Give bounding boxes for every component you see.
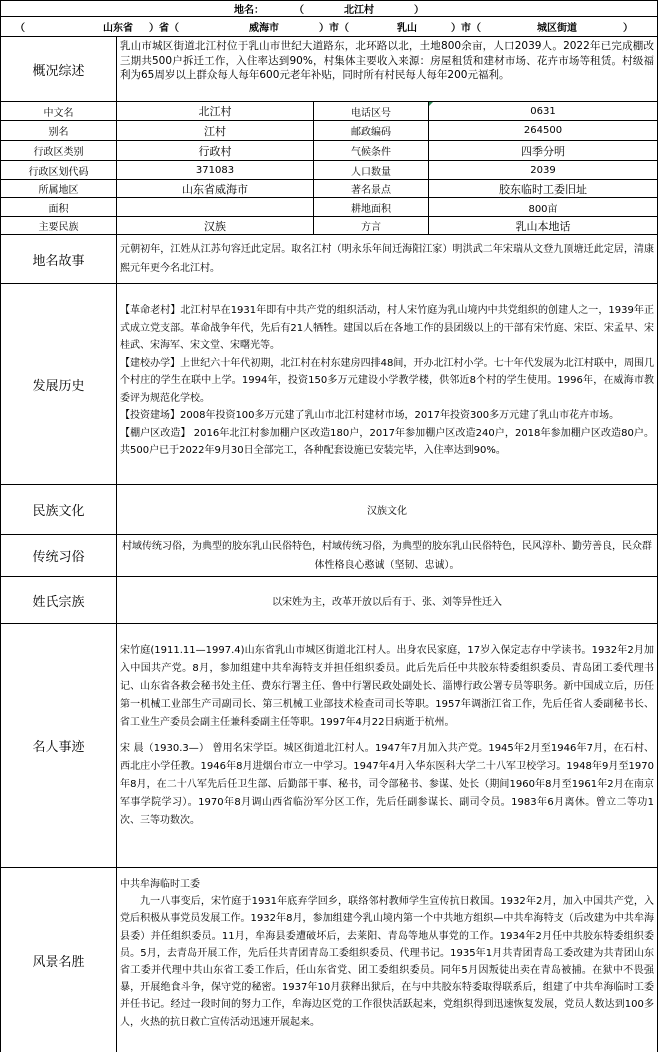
info-label: 别名 (1, 121, 117, 140)
ethnic-label: 民族文化 (1, 485, 117, 534)
village-name: 北江村 (344, 5, 374, 16)
info-value (117, 198, 314, 216)
history-label: 发展历史 (1, 284, 117, 484)
clan-text: 以宋姓为主，改革开放以后有于、张、刘等异性迁入 (272, 596, 502, 608)
info-label: 面积 (1, 198, 117, 216)
info-row (0, 161, 658, 180)
ethnic-row (0, 485, 658, 535)
city-suffix: ）市（ (319, 23, 349, 34)
county-value: 乳山 (397, 23, 417, 34)
scenery-paragraph: 九一八事变后，宋竹庭于1931年底弃学回乡，联络邻村教师学生宣传抗日救国。1932年2月，加入中国共产党，入党后积极从事党员发展工作。1932年8月，参加组建今乳山境内第一个中共地方组织—中共牟海特支（后改建为中共牟海县委）并任组织委员。11月，牟海县委遭破坏后，去莱阳、青岛等地从事党的工作。1934年2月任中共胶东特委组织委员。5月，去青岛开展工作，先后任共青团青岛工委组织委员、代理书记。1935年1月共青团青岛工委改建为共青团山东省工委并代理中共山东省工委工作后，任山东省党、团工委组织委员。同年5月因叛徒出卖在青岛被捕。在狱中不畏强暴，开展绝食斗争，保守党的秘密。1937年10月获释出狱后，在与中共胶东特委取得联系后，组建了中共牟海临时工委并任书记。经过一段时间的努力工作，牟海边区党的工作很快活跃起来，党组织得到迅速恢复发展，党员人数达到100多人，火热的抗日救亡宣传活动迅速开展起来。 (120, 896, 654, 1028)
close-paren: ） (414, 5, 424, 16)
province-suffix: ）省（ (149, 23, 179, 34)
info-label-2: 著名景点 (314, 180, 429, 197)
info-label-2: 方言 (314, 217, 429, 234)
county-suffix: ）市（ (451, 23, 481, 34)
story-label: 地名故事 (1, 235, 117, 283)
info-label: 行政区划代码 (1, 161, 117, 179)
people-row (0, 624, 658, 868)
info-label-2: 电话区号 (314, 102, 429, 120)
customs-row (0, 535, 658, 577)
info-value-2: 乳山本地话 (515, 219, 571, 233)
info-value: 北江村 (117, 102, 314, 120)
info-row (0, 141, 658, 161)
people-text (117, 624, 657, 867)
info-value: 江村 (117, 121, 314, 140)
addr-open-paren: （ (15, 23, 25, 34)
scenery-title: 中共牟海临时工委 (120, 879, 200, 890)
people-label: 名人事迹 (1, 624, 117, 867)
info-value-2: 2039 (530, 164, 556, 176)
info-value-2: 0631 (530, 105, 556, 117)
info-row (0, 217, 658, 235)
history-paragraph: 【革命老村】北江村早在1931年即有中共产党的组织活动，村人宋竹庭为乳山境内中共党组织的创建人之一，1939年正式成立党支部。革命战争年代，先后有21人牺牲。建国以后在各地工作的县团级以上的干部有宋竹庭、宋臣、宋孟早、宋桂武、宋海军、宋文堂、宋曙光等。 (120, 305, 654, 351)
info-label: 中文名 (1, 102, 117, 120)
info-value: 汉族 (117, 217, 314, 234)
ethnic-text: 汉族文化 (367, 506, 407, 517)
street-suffix: ） (623, 23, 633, 34)
info-value-2: 800亩 (528, 203, 558, 215)
clan-label: 姓氏宗族 (1, 577, 117, 623)
overview-label: 概况综述 (1, 37, 117, 101)
history-text (117, 284, 657, 484)
story-row (0, 235, 658, 284)
customs-label: 传统习俗 (1, 535, 117, 576)
people-paragraph: 宋 晨（1930.3—） 曾用名宋学臣。城区街道北江村人。1947年7月加入共产党。1945年2月至1946年7月，在石村、西北庄小学任教。1946年8月进烟台市立一中学习。1947年4月入华东医科大学二十八军卫校学习。1948年9月至1970年8月，在二十八军先后任卫生部、后勤部干事、秘书，司令部秘书、参谋、处长（期间1960年8月至1961年2月在南京军事学院学习）。1970年8月调山西省临汾军分区工作，先后任副参谋长、副司令员。1983年6月离休。曾立二等功1次、三等功数次。 (120, 743, 654, 826)
overview-text: 乳山市城区街道北江村位于乳山市世纪大道路东，北环路以北，土地800余亩，人口2039人。2022年已完成棚改三期共500户拆迁工作，入住率达到90%，村集体主要收入来源：房屋租赁和建材市场、花卉市场等租赁。村级福利为65周岁以上群众每人每年600元老年补贴，同时所有村民每人每年200元福利。 (120, 40, 654, 82)
story-text: 元朝初年，江姓从江苏句容迁此定居。取名江村（明永乐年间迁海阳江家）明洪武二年宋瑞从文登九顶塘迁此定居，清康熙元年更今名北江村。 (120, 244, 654, 274)
customs-text: 村域传统习俗，为典型的胶东乳山民俗特色，村域传统习俗，为典型的胶东乳山民俗特色，民风淳朴、勤劳善良，民众群体性格良心憨诚（坚韧、忠诚）。 (122, 540, 652, 571)
info-label: 所属地区 (1, 180, 117, 197)
info-value-2: 264500 (523, 125, 563, 136)
overview-row (0, 37, 658, 102)
info-label-2: 邮政编码 (314, 121, 429, 140)
info-row (0, 102, 658, 121)
cell-marker (429, 102, 433, 106)
info-label: 行政区类别 (1, 141, 117, 160)
info-label-2: 人口数量 (314, 161, 429, 179)
address-cell (1, 17, 657, 36)
info-value: 山东省威海市 (117, 180, 314, 197)
city-value: 威海市 (249, 23, 279, 34)
history-paragraph: 【建校办学】上世纪六十年代初期，北江村在村东建房四排48间，开办北江村小学。七十年代发展为北江村联中，周围几个村庄的学生在联中上学。1994年，投资150多万元建设小学教学楼，供邻近8个村的学生使用。1996年，在威海市教委评为规范化学校。 (120, 357, 654, 404)
open-paren: （ (294, 5, 304, 16)
clan-row (0, 577, 658, 624)
scenery-row (0, 868, 658, 1052)
info-value: 371083 (117, 161, 314, 179)
info-row (0, 198, 658, 217)
title-row (0, 0, 658, 17)
info-label: 主要民族 (1, 217, 117, 234)
name-label: 地名： (234, 5, 264, 16)
people-paragraph: 宋竹庭(1911.11—1997.4)山东省乳山市城区街道北江村人。出身农民家庭，17岁入保定志存中学读书。1932年2月加入中国共产党。8月，参加组建中共牟海特支并担任组织委员。此后先后任中共胶东特委组织委员、青岛团工委代理书记、山东省各救会秘书处主任、费东行署主任、鲁中行署民政处副处长、淄博行政公署专员等职务。新中国成立后，历任第一机械工业部生产司副司长、第三机械工业部技术检查司司长等职。1957年调浙江省工作，先后任省人委副秘书长、省工业生产委员会副主任兼科委副主任等职。1997年4月22日病逝于杭州。 (120, 645, 654, 728)
info-row (0, 180, 658, 198)
scenery-label: 风景名胜 (1, 868, 117, 1052)
scenery-text (117, 868, 657, 1052)
info-row (0, 121, 658, 141)
info-label-2: 气候条件 (314, 141, 429, 160)
info-value: 行政村 (117, 141, 314, 160)
info-value-2: 四季分明 (521, 144, 565, 158)
paragraph-gap (120, 732, 654, 740)
info-label-2: 耕地面积 (314, 198, 429, 216)
history-paragraph: 【棚户区改造】 2016年北江村参加棚户区改造180户，2017年参加棚户区改造240户，2018年参加棚户区改造80户。共500户已于2022年9月30日全部完工，各种配套设施已安装完毕，入住率达到90%。 (120, 427, 654, 456)
info-value-2: 胶东临时工委旧址 (499, 182, 587, 196)
street-value: 城区街道 (537, 23, 577, 34)
address-row (0, 17, 658, 37)
history-paragraph: 【投资建场】2008年投资100多万元建了乳山市北江村建材市场，2017年投资300多万元建了乳山市花卉市场。 (120, 410, 620, 421)
village-name-cell (1, 1, 657, 16)
province-value: 山东省 (103, 23, 133, 34)
history-row (0, 284, 658, 485)
